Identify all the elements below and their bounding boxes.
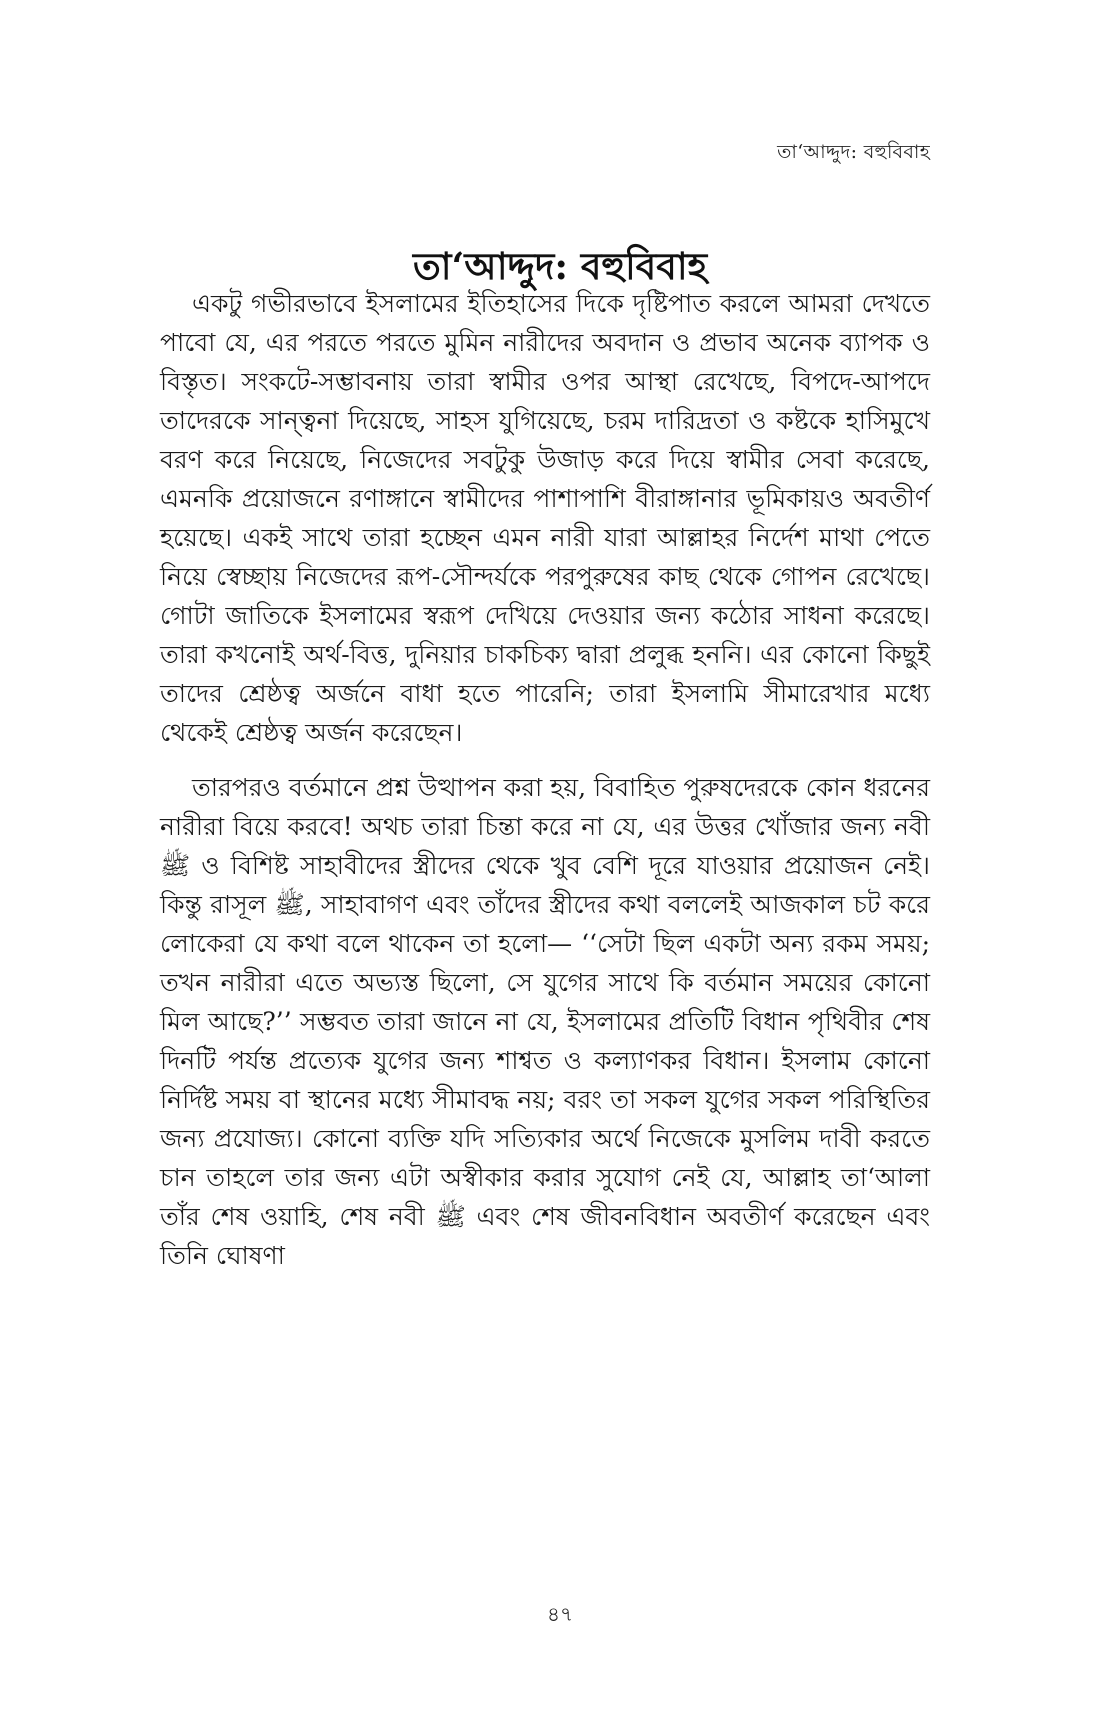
paragraph-1: একটু গভীরভাবে ইসলামের ইতিহাসের দিকে দৃষ্টিপাত করলে আমরা দেখতে পাবো যে, এর পরতে পরতে মুমিন নারীদের অবদান ও প্রভাব অনেক ব্যাপক ও বিস্তৃত। সংকটে-সম্ভাবনায় তারা স্বামীর ওপর আস্থা রেখেছে, বিপদে-আপদে তাদেরকে সান্ত্বনা দিয়েছে, সাহস যুগিয়েছে, চরম দারিদ্রতা ও কষ্টকে হাসিমুখে বরণ করে নিয়েছে, নিজেদের সবটুকু উজাড় করে দিয়ে স্বামীর সেবা করেছে, এমনকি প্রয়োজনে রণাঙ্গানে স্বামীদের পাশাপাশি বীরাঙ্গানার ভূমিকায়ও অবতীর্ণ হয়েছে। একই সাথে তারা হচ্ছেন এমন নারী যারা আল্লাহর নির্দেশ মাথা পেতে নিয়ে স্বেচ্ছায় নিজেদের রূপ-সৌন্দর্যকে পরপুরুষের কাছ থেকে গোপন রেখেছে। গোটা জাতিকে ইসলামের স্বরূপ দেখিয়ে দেওয়ার জন্য কঠোর সাধনা করেছে। তারা কখনোই অর্থ-বিত্ত, দুনিয়ার চাকচিক্য দ্বারা প্রলুব্ধ হননি। এর কোনো কিছুই তাদের শ্রেষ্ঠত্ব অর্জনে বাধা হতে পারেনি; তারা ইসলামি সীমারেখার মধ্যে থেকেই শ্রেষ্ঠত্ব অর্জন করেছেন। — [160, 289, 930, 747]
chapter-title: তা‘আদ্দুদ: বহুবিবাহ — [412, 243, 708, 288]
running-header: তা‘আদ্দুদ: বহুবিবাহ — [777, 141, 930, 163]
page-number: ৪৭ — [547, 1602, 573, 1626]
body-text — [160, 284, 930, 1275]
paragraph-2: তারপরও বর্তমানে প্রশ্ন উত্থাপন করা হয়, বিবাহিত পুরুষদেরকে কোন ধরনের নারীরা বিয়ে করবে! অথচ তারা চিন্তা করে না যে, এর উত্তর খোঁজার জন্য নবী ﷺ ও বিশিষ্ট সাহাবীদের স্ত্রীদের থেকে খুব বেশি দূরে যাওয়ার প্রয়োজন নেই। কিন্তু রাসূল ﷺ, সাহাবাগণ এবং তাঁদের স্ত্রীদের কথা বললেই আজকাল চট করে লোকেরা যে কথা বলে থাকেন তা হলো— ‘‘সেটা ছিল একটা অন্য রকম সময়; তখন নারীরা এতে অভ্যস্ত ছিলো, সে যুগের সাথে কি বর্তমান সময়ের কোনো মিল আছে?’’ সম্ভবত তারা জানে না যে, ইসলামের প্রতিটি বিধান পৃথিবীর শেষ দিনটি পর্যন্ত প্রত্যেক যুগের জন্য শাশ্বত ও কল্যাণকর বিধান। ইসলাম কোনো নির্দিষ্ট সময় বা স্থানের মধ্যে সীমাবদ্ধ নয়; বরং তা সকল যুগের সকল পরিস্থিতির জন্য প্রযোজ্য। কোনো ব্যক্তি যদি সত্যিকার অর্থে নিজেকে মুসলিম দাবী করতে চান তাহলে তার জন্য এটা অস্বীকার করার সুযোগ নেই যে, আল্লাহ তা‘আলা তাঁর শেষ ওয়াহি, শেষ নবী ﷺ এবং শেষ জীবনবিধান অবতীর্ণ করেছেন এবং তিনি ঘোষণা — [160, 773, 931, 1270]
